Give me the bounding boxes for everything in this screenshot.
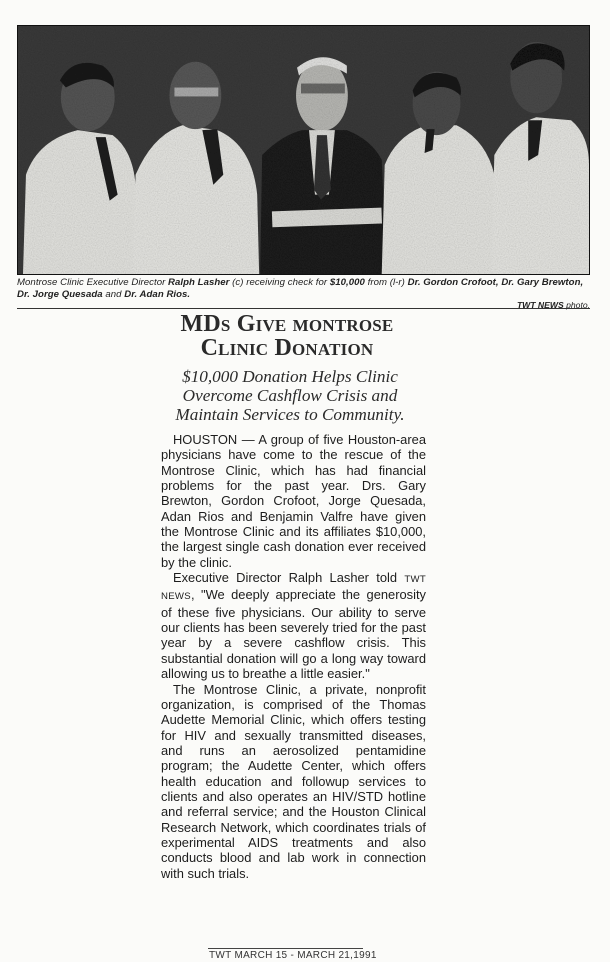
caption-text-4: and — [102, 289, 125, 300]
paragraph-2 — [161, 570, 426, 681]
caption-name: Ralph Lasher — [168, 277, 230, 288]
credit-suffix: photo. — [563, 300, 590, 310]
paragraph-2-quote: , "We deeply appreciate the generosity of these five physicians. Our ability to serve our clients has been severely tried for the past year by a severe cashflow crisis. This substantial donation will go a long way toward allowing us to breathe a little easier." — [161, 587, 426, 682]
caption-text-1: Montrose Clinic Executive Director — [17, 277, 169, 288]
photo-illustration — [18, 26, 589, 274]
caption-names: Dr. Gordon Crofoot, Dr. Gary Brewton, Dr. Jorge Quesada — [17, 277, 584, 300]
headline-line-2: Clinic Donation — [200, 335, 374, 361]
subheadline — [140, 367, 440, 424]
news-photo — [17, 25, 590, 275]
subhead-line-1: $10,000 Donation Helps Clinic — [182, 367, 398, 386]
footer-rule — [208, 948, 363, 949]
paragraph-3: The Montrose Clinic, a private, nonprofit organization, is comprised of the Thomas Audette Memorial Clinic, which offers testing for HIV and sexually transmitted diseases, and runs an aerosolized pentamidine program; the Audette Center, which offers health education and followup services to clients and also operates an HIV/STD hotline and referral service; and the Houston Clinical Research Network, which coordinates trials of experimental AIDS treatments and also conducts blood and lab work in connection with such trials. — [161, 681, 426, 881]
publication-name: TWT NEWS — [161, 574, 426, 603]
caption-last-name: Dr. Adan Rios. — [124, 289, 191, 300]
paragraph-2-lead: Executive Director Ralph Lasher told — [173, 570, 405, 586]
issue-date-footer: TWT MARCH 15 - MARCH 21,1991 — [209, 950, 377, 961]
article-body — [161, 432, 426, 881]
subhead-line-2: Overcome Cashflow Crisis and — [182, 386, 398, 405]
subhead-line-3: Maintain Services to Community. — [175, 405, 405, 424]
photo-caption — [17, 277, 590, 301]
paragraph-1: HOUSTON — A group of five Houston-area physicians have come to the rescue of the Montrose Clinic, which has had financial problems for the past year. Drs. Gary Brewton, Gordon Crofoot, Jorge Quesada, Adan Rios and Benjamin Valfre have given the Montrose Clinic and its affiliates $10,000, the largest single cash donation ever received by the clinic. — [161, 432, 426, 570]
divider-rule — [17, 308, 590, 309]
headline — [130, 312, 444, 360]
caption-amount: $10,000 — [329, 277, 365, 288]
caption-text-3: from (l-r) — [364, 277, 408, 288]
caption-text-2: (c) receiving check for — [229, 277, 330, 288]
credit-source: TWT NEWS — [516, 300, 564, 310]
headline-line-1: MDs Give montrose — [180, 311, 394, 337]
